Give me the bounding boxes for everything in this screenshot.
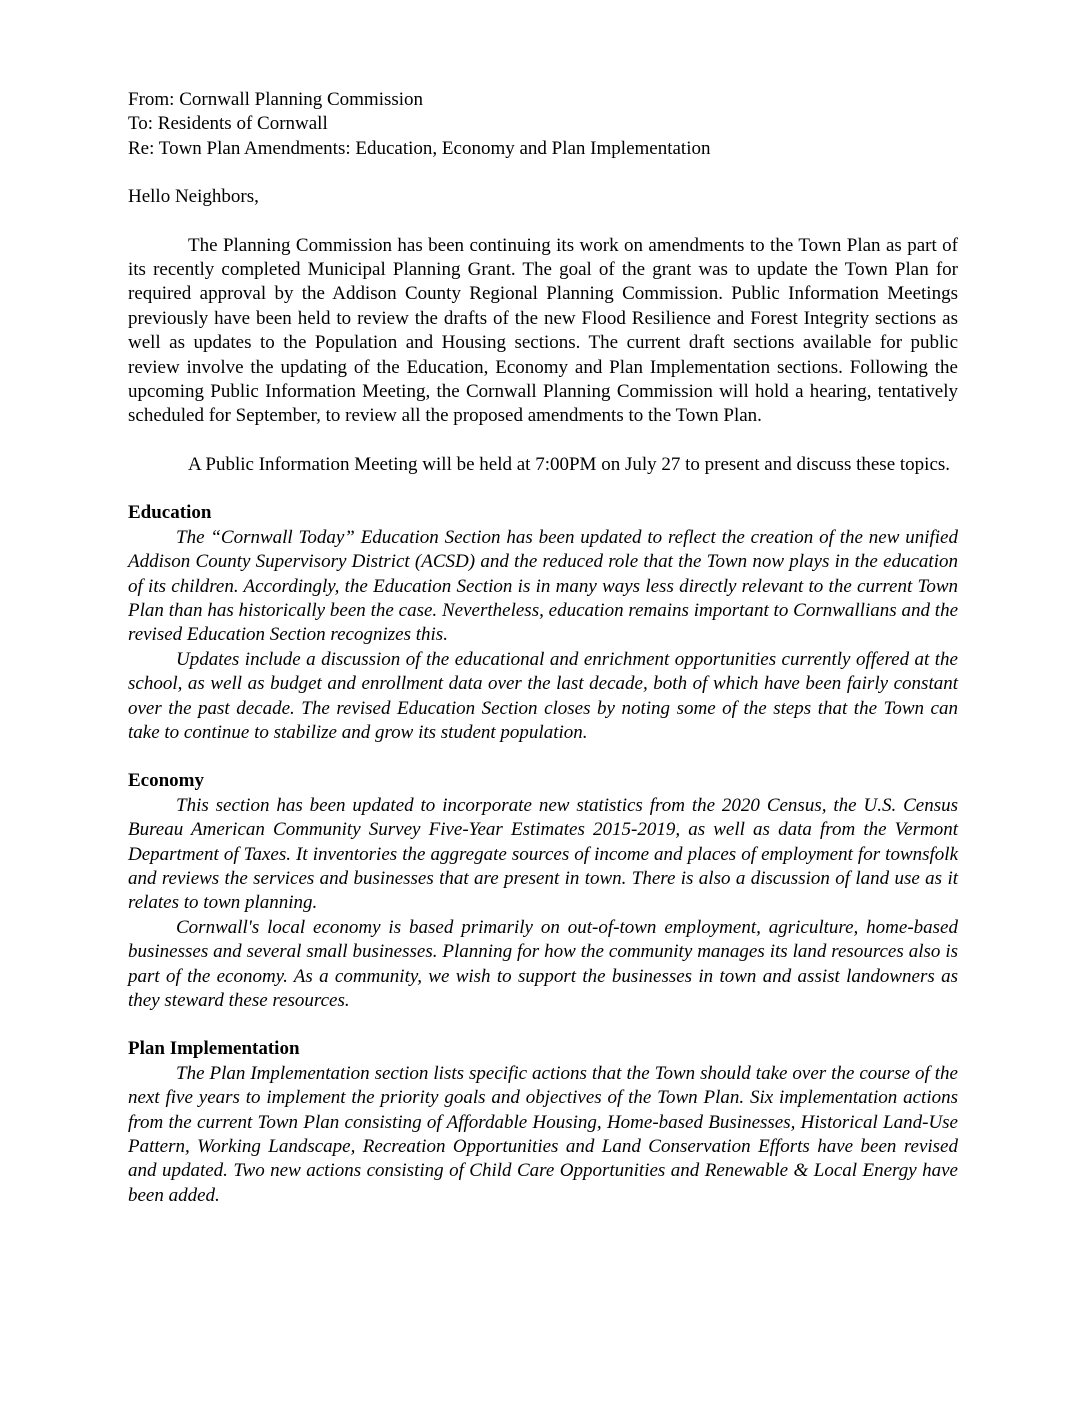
section-paragraph: Cornwall's local economy is based primarily on out-of-town employment, agriculture, home-based businesses and several small businesses. Planning for how the community manages its land resources also is part of the economy. As a community, we wish to support the businesses in town and assist landowners as they steward these resources. bbox=[128, 916, 958, 1011]
section-heading: Education bbox=[128, 502, 212, 524]
plan-implementation-section bbox=[128, 1037, 958, 1208]
economy-section bbox=[128, 769, 958, 1013]
letter bbox=[128, 88, 958, 1208]
section-paragraph: This section has been updated to incorporate new statistics from the 2020 Census, the U.S. Census Bureau American Community Survey Five-Year Estimates 2015-2019, as well as data from the Vermont Department of Taxes. It inventories the aggregate sources of income and places of employment for townsfolk and reviews the services and businesses that are present in town. There is also a discussion of land use as it relates to town planning. bbox=[128, 794, 958, 914]
section-paragraph: The Plan Implementation section lists specific actions that the Town should take over the course of the next five years to implement the priority goals and objectives of the Town Plan. Six implementation actions from the current Town Plan consisting of Affordable Housing, Home-based Businesses, Historical Land-Use Pattern, Working Landscape, Recreation Opportunities and Land Conservation Efforts have been revised and updated. Two new actions consisting of Child Care Opportunities and Renewable & Local Energy have been added. bbox=[128, 1062, 958, 1206]
letter-header bbox=[128, 88, 958, 161]
greeting: Hello Neighbors, bbox=[128, 186, 259, 208]
to-line: To: Residents of Cornwall bbox=[128, 113, 328, 135]
meeting-notice-paragraph: A Public Information Meeting will be held at 7:00PM on July 27 to present and discuss these topics. bbox=[188, 453, 951, 475]
intro-paragraph: The Planning Commission has been continuing its work on amendments to the Town Plan as part of its recently completed Municipal Planning Grant. The goal of the grant was to update the Town Plan for required approval by the Addison County Regional Planning Commission. Public Information Meetings previously have been held to review the drafts of the new Flood Resilience and Forest Integrity sections as well as updates to the Population and Housing sections. The current draft sections available for public review involve the updating of the Education, Economy and Plan Implementation sections. Following the upcoming Public Information Meeting, the Cornwall Planning Commission will hold a hearing, tentatively scheduled for September, to review all the proposed amendments to the Town Plan. bbox=[128, 234, 958, 427]
subject-line: Re: Town Plan Amendments: Education, Economy and Plan Implementation bbox=[128, 137, 711, 159]
section-paragraph: The “Cornwall Today” Education Section has been updated to reflect the creation of the new unified Addison County Supervisory District (ACSD) and the reduced role that the Town now plays in the education of its children. Accordingly, the Education Section is in many ways less directly relevant to the current Town Plan than has historically been the case. Nevertheless, education remains important to Cornwallians and the revised Education Section recognizes this. bbox=[128, 526, 958, 646]
from-line: From: Cornwall Planning Commission bbox=[128, 89, 424, 110]
section-heading: Plan Implementation bbox=[128, 1038, 300, 1060]
section-heading: Economy bbox=[128, 770, 204, 792]
section-paragraph: Updates include a discussion of the educational and enrichment opportunities currently offered at the school, as well as budget and enrollment data over the last decade, both of which have been fairly constant over the past decade. The revised Education Section closes by noting some of the steps that the Town can take to continue to stabilize and grow its student population. bbox=[128, 648, 958, 743]
education-section bbox=[128, 501, 958, 745]
